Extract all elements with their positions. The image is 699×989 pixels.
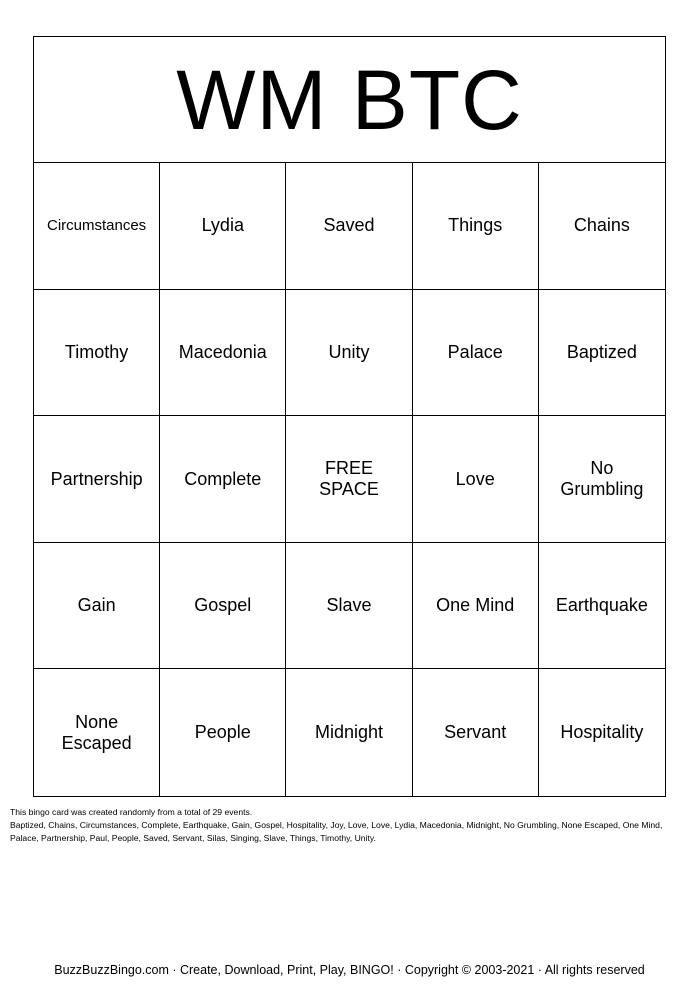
bingo-cell: Gospel <box>160 543 286 670</box>
bingo-cell: Love <box>413 416 539 543</box>
bingo-cell: Partnership <box>34 416 160 543</box>
bingo-cell: People <box>160 669 286 796</box>
card-title: WM BTC <box>34 37 665 163</box>
bingo-cell: Circumstances <box>34 163 160 290</box>
bingo-cell: Baptized <box>539 290 665 417</box>
footer-copyright: BuzzBuzzBingo.com · Create, Download, Print, Play, BINGO! · Copyright © 2003-2021 · All rights reserved <box>54 963 645 977</box>
bingo-cell: One Mind <box>413 543 539 670</box>
bingo-cell: No Grumbling <box>539 416 665 543</box>
notes-event-list: Baptized, Chains, Circumstances, Complete, Earthquake, Gain, Gospel, Hospitality, Joy, Love, Love, Lydia, Macedonia, Midnight, No Grumbling, None Escaped, One Mind, Palace, Partnership, Paul, People, Saved, Servant, Silas, Singing, Slave, Things, Timothy, Unity. <box>10 820 663 843</box>
bingo-cell: Palace <box>413 290 539 417</box>
bingo-cell: Things <box>413 163 539 290</box>
bingo-cell: Lydia <box>160 163 286 290</box>
free-space-cell: FREE SPACE <box>286 416 412 543</box>
notes-summary: This bingo card was created randomly from a total of 29 events. <box>10 807 253 817</box>
bingo-cell: Saved <box>286 163 412 290</box>
bingo-cell: Timothy <box>34 290 160 417</box>
bingo-cell: Earthquake <box>539 543 665 670</box>
bingo-grid <box>34 163 665 796</box>
bingo-cell: Midnight <box>286 669 412 796</box>
bingo-cell: Gain <box>34 543 160 670</box>
bingo-card <box>33 36 666 797</box>
bingo-cell: Slave <box>286 543 412 670</box>
event-notes <box>10 806 692 845</box>
bingo-cell: Complete <box>160 416 286 543</box>
bingo-cell: Macedonia <box>160 290 286 417</box>
bingo-cell: Servant <box>413 669 539 796</box>
bingo-cell: Unity <box>286 290 412 417</box>
bingo-cell: Chains <box>539 163 665 290</box>
bingo-cell: None Escaped <box>34 669 160 796</box>
bingo-cell: Hospitality <box>560 722 644 743</box>
